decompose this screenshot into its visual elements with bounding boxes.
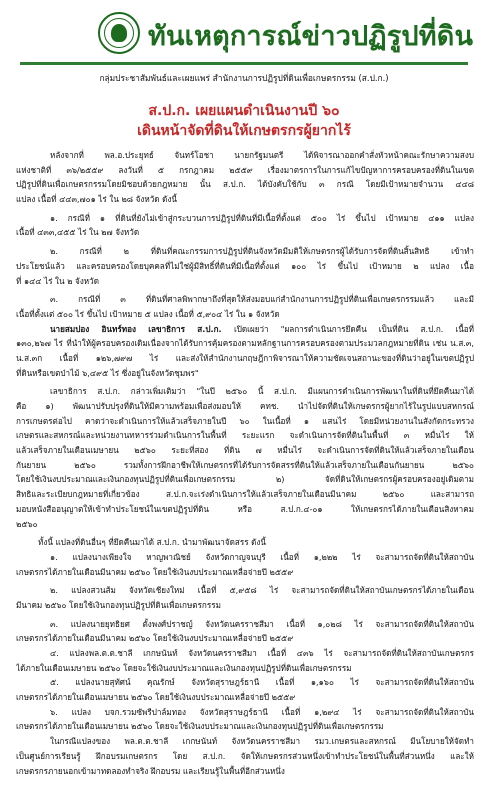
article-line: เกษตรกรได้ภายในเดือนเมษายน ๒๕๖๐ โดยใช้เงินงบประมาณเหลื่อจ่ายปี ๒๕๕๙ [16, 692, 296, 703]
article-line: ๑๓๐,๒๖๗ ไร่ ที่นำให้ผู้ครอบครองเดิมเนื่องจากได้รับการคุ้มครองตามหลักฐานการครอบครองตามประมวลกฎหมายที่ดิน เช่น น.ส.๓, [16, 338, 474, 349]
article-line: ได้ภายในเดือนเมษายน ๒๕๖๐ โดยจะใช้เงินงบประมาณและเงินกองทุนปฏิรูปที่ดินเพื่อเกษตรกรรม [16, 662, 352, 673]
article-line: เกษตรและสหกรณ์และหน่วยงานทหารร่วมดำเนินการในพื้นที่ ระยะแรก จะดำเนินการจัดที่ดินในพื้นที่ ๓ หมื่นไร่ ให้ [16, 430, 474, 441]
speaker-name: นายสมปอง อินทร์ทอง เลขาธิการ ส.ป.ก. [50, 323, 234, 334]
department-line: กลุ่มประชาสัมพันธ์และเผยแพร่ สำนักงานการปฏิรูปที่ดินเพื่อเกษตรกรรม (ส.ป.ก.) [99, 73, 389, 83]
article-line: น.ส.๓ก เนื้อที่ ๑๒๖,๗๙๗ ไร่ และส่งให้สำนักงานกฤษฎีกาพิจารณาให้ความชัดเจนสถานะของที่ดินว่าอยู่ในเขตปฏิรูป [16, 352, 474, 363]
article-line: สิทธิและระเบียบกฎหมายที่เกี่ยวข้อง ส.ป.ก.จะเร่งดำเนินการให้แล้วเสร็จภายในเดือนมีนาคม ๒๕๖๐ และสามารถ [16, 489, 474, 500]
speaker-quote: เปิดเผยว่า "ผลการดำเนินการยึดคืน เป็นที่ดิน ส.ป.ก. เนื้อที่ [233, 323, 474, 334]
article-line: ๒. แปลงสวนส้ม จังหวัดเชียงใหม่ เนื้อที่ ๕,๙๕๘ ไร่ จะสามารถจัดที่ดินให้สถาบันเกษตรกรได้ภายในเดือน [50, 585, 474, 596]
article-line: ๖. แปลง บจก.รวมซัพรีปาล์มทอง จังหวัดสุราษฎร์ธานี เนื้อที่ ๑,๒๙๔ ไร่ จะสามารถจัดที่ดินให้สถาบัน [50, 706, 474, 717]
article-line: ทั้งนี้ แปลงที่ดินอื่นๆ ที่ยึดคืนมาได้ ส.ป.ก. นำมาพัฒนาจัดสรร ดังนี้ [38, 537, 266, 548]
article-line: มีนาคม ๒๕๖๐ โดยใช้เงินกองทุนปฏิรูปที่ดินเพื่อเกษตรกรรม [16, 599, 221, 610]
seal-emblem [111, 24, 127, 42]
masthead-title: ทันเหตุการณ์ข่าวปฏิรูปที่ดิน [148, 21, 474, 52]
article-line: ปฏิรูปที่ดินเพื่อเกษตรกรรมโดยมิชอบด้วยกฎหมาย นั้น ส.ป.ก. ได้บังคับใช้กับ ๓ กรณี โดยมีเป้าหมายจำนวน ๔๔๘ [16, 179, 474, 190]
article-line: เนื้อที่ตั้งแต่ ๕๐๐ ไร่ ขึ้นไป เป้าหมาย ๕ แปลง เนื้อที่ ๕,๙๐๔ ไร่ ใน ๑ จังหวัด [16, 308, 280, 319]
headline-line-2: เดินหน้าจัดที่ดินให้เกษตรกรผู้ยากไร้ [137, 123, 351, 139]
masthead-divider [20, 62, 468, 65]
article-line: หลังจากที่ พล.อ.ประยุทธ์ จันทร์โอชา นายกรัฐมนตรี ได้พิจารณาออกคำสั่งหัวหน้าคณะรักษาความสงบ [50, 150, 474, 160]
article-line: ๓. แปลงนายยุทธิยศ ตั้งพงศ์ปราชญ์ จังหวัดนครราชสีมา เนื้อที่ ๑,๐๒๘ ไร่ จะสามารถจัดที่ดินให้สถาบัน [50, 618, 474, 629]
article-line: การเกษตรต่อไป คาดว่าจะดำเนินการให้แล้วเสร็จภายในปี ๖๐ ในเนื้อที่ ๑ แสนไร่ โดยมีหน่วยงานในสังกัดกระทรวง [16, 415, 474, 426]
article-line: ที่ดินหรือเขตป่าไม้ ๖,๔๙๕ ไร่ ซึ่งอยู่ในจังหวัดชุมพร" [16, 367, 199, 378]
article-line: ๒๕๖๐ [16, 518, 38, 529]
article-line: เกษตรกรได้ภายในเดือนเมษายน ๒๕๖๐ โดยจะใช้เงินงบประมาณและเงินกองทุนปฏิรูปที่ดินเพื่อเกษตรกรรม [16, 721, 384, 732]
article-line: เกษตรกรภายนอกเข้ามาทดลองทำจริง ฝึกอบรม และเรียนรู้ในพื้นที่อีกส่วนหนึ่ง [16, 765, 285, 776]
article-line: ๒. กรณีที่ ๒ ที่ดินที่คณะกรรมการปฏิรูปที่ดินจังหวัดมีมติให้เกษตรกรผู้ได้รับการจัดที่ดินสิ้นสิทธิ เข้าทำ [50, 246, 474, 257]
masthead [0, 0, 488, 83]
article-line: มอบหนังสืออนุญาตให้เข้าทำประโยชน์ในเขตปฏิรูปที่ดิน หรือ ส.ป.ก.๔-๐๑ ให้เกษตรกรได้ภายในเดือนสิงหาคม [16, 503, 474, 514]
article-line: ที่ ๑๔๔ ไร่ ใน ๒ จังหวัด [16, 275, 99, 286]
alro-seal-logo [98, 12, 140, 54]
article-line: ๑. กรณีที่ ๑ ที่ดินที่ยังไม่เข้าสู่กระบวนการปฏิรูปที่ดินที่มีเนื้อที่ตั้งแต่ ๕๐๐ ไร่ ขึ้นไป เป้าหมาย ๔๑๑ แปลง [50, 212, 474, 223]
article-line: คือ ๑) พัฒนาปรับปรุงที่ดินให้มีความพร้อมเพื่อส่งมอบให้ คทช. นำไปจัดที่ดินให้เกษตรกรผู้ยากไร้ในรูปแบบสหกรณ์ [16, 401, 474, 411]
article-line: ๓. กรณีที่ ๓ ที่ดินที่ศาลพิพากษาถึงที่สุดให้ส่งมอบแก่สำนักงานการปฏิรูปที่ดินเพื่อเกษตรกรรมแล้ว และมี [50, 294, 474, 305]
article-line: ๑. แปลงนางเพียงใจ หาญพาณิชย์ จังหวัดกาญจนบุรี เนื้อที่ ๑,๒๒๒ ไร่ จะสามารถจัดที่ดินให้สถาบัน [50, 551, 474, 562]
article-line: เป็นศูนย์การเรียนรู้ ฝึกอบรมเกษตรกร โดย ส.ป.ก. จัดให้เกษตรกรส่วนหนึ่งเข้าทำประโยชน์ในพื้นที่ส่วนหนึ่ง และให้ [16, 750, 474, 761]
article-line: เกษตรกรได้ภายในเดือนมีนาคม ๒๕๖๐ โดยใช้เงินงบประมาณเหลื่อจ่ายปี ๒๕๕๙ [16, 633, 294, 644]
article-line: โดยใช้เงินงบประมาณและเงินกองทุนปฏิรูปที่ดินเพื่อเกษตรกรรม ๒) จัดที่ดินให้เกษตรกรผู้ครอบครองอยู่เดิมตาม [16, 474, 474, 485]
article-line [16, 322, 474, 337]
article-line: เนื้อที่ ๔๓๓,๔๕๕ ไร่ ใน ๒๗ จังหวัด [16, 227, 140, 238]
article-line: ๕. แปลงนายสุทัศน์ คุณรักษ์ จังหวัดสุราษฎร์ธานี เนื้อที่ ๑,๑๖๐ ไร่ จะสามารถจัดที่ดินให้สถาบัน [50, 677, 474, 688]
article-line: ประโยชน์แล้ว และครอบครองโดยบุคคลที่ไม่ใช่ผู้มีสิทธิ์ที่ดินที่มีเนื้อที่ตั้งแต่ ๑๐๐ ไร่ ขึ้นไป เป้าหมาย ๒ แปลง เนื้อ [16, 260, 474, 271]
article-line: แห่งชาติที่ ๓๖/๒๕๕๙ ลงวันที่ ๕ กรกฎาคม ๒๕๕๙ เรื่องมาตรการในการแก้ไขปัญหาการครอบครองที่ดินในเขต [16, 164, 474, 175]
article-line: กันยายน ๒๕๖๐ รวมทั้งการฝึกอาชีพให้เกษตรกรที่ได้รับการจัดสรรที่ดินให้แล้วเสร็จภายในเดือนกันยายน ๒๕๖๐ [16, 459, 474, 470]
article-body [16, 148, 474, 778]
article-line: เลขาธิการ ส.ป.ก. กล่าวเพิ่มเติมว่า "ในปี ๒๕๖๐ นี้ ส.ป.ก. มีแผนการดำเนินการพัฒนาในที่ดินที่ยึดคืนมาได้ [50, 386, 474, 397]
article-line: แปลง เนื้อที่ ๔๔๓,๗๐๑ ไร่ ใน ๒๘ จังหวัด ดังนี้ [16, 194, 177, 205]
article-line: แล้วเสร็จภายในเดือนเมษายน ๒๕๖๐ ระยะที่สอง ที่ดิน ๗ หมื่นไร่ จะดำเนินการจัดที่ดินให้แล้วเสร็จภายในเดือน [16, 445, 474, 456]
headline-line-1: ส.ป.ก. เผยแผนดำเนินงานปี ๖๐ [148, 103, 340, 119]
article-line: เกษตรกรได้ภายในเดือนมีนาคม ๒๕๖๐ โดยใช้เงินงบประมาณเหลื่อจ่ายปี ๒๕๕๙ [16, 566, 294, 577]
article-line: ๔. แปลงพล.ต.ต.ชาลี เกกษนันท์ จังหวัดนครราชสีมา เนื้อที่ ๔๓๖ ไร่ จะสามารถจัดที่ดินให้สถาบันเกษตรกร [50, 648, 474, 658]
article-line: ในกรณีแปลงของ พล.ต.ต.ชาลี เกกษนันท์ จังหวัดนครราชสีมา รมว.เกษตรและสหกรณ์ มีนโยบายให้จัดทำ [50, 736, 474, 747]
